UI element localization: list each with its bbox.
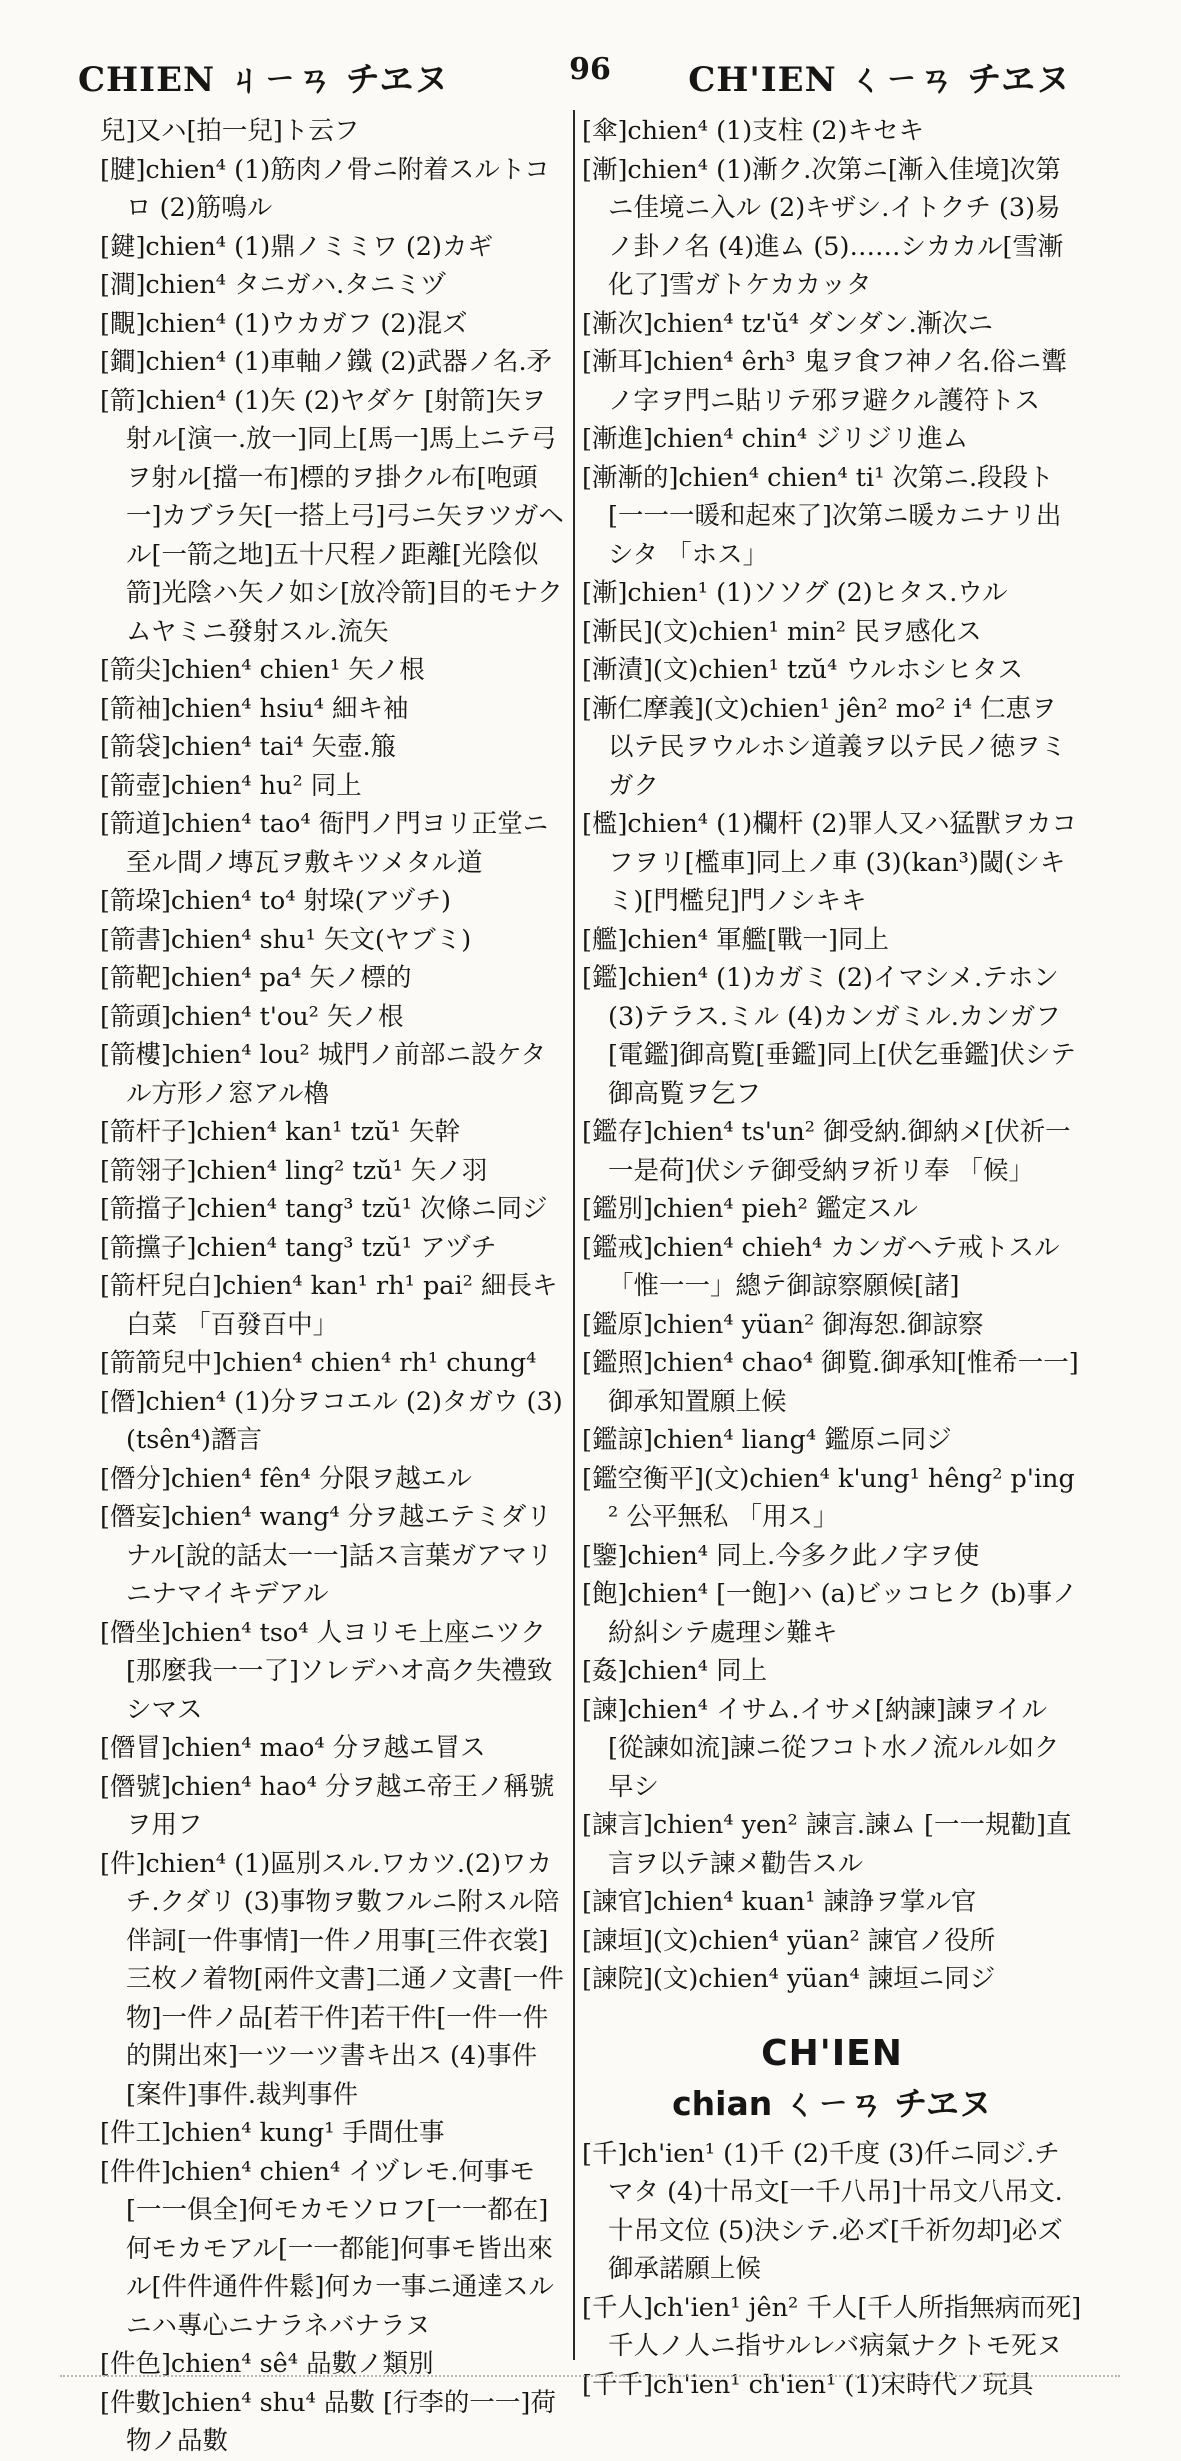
- dictionary-entry: [箭]chien⁴ (1)矢 (2)ヤダケ [射箭]矢ヲ射ル[演一.放一]同上[馬一]馬上ニテ弓ヲ射ル[擋一布]標的ヲ掛クル布[咆頭一]カブラ矢[一搭上弓]弓ニ矢ヲツガヘル[一箭之地]五十尺程ノ距離[光陰似箭]光陰ハ矢ノ如シ[放冷箭]目的モナクムヤミニ發射スル.流矢: [100, 385, 564, 647]
- dictionary-entry: [僭冒]chien⁴ mao⁴ 分ヲ越エ冒ス: [100, 1733, 486, 1763]
- dictionary-entry: [漸漬](文)chien¹ tzŭ⁴ ウルホシヒタス: [582, 655, 1024, 685]
- dictionary-entry: [漸民](文)chien¹ min² 民ヲ感化ス: [582, 616, 982, 647]
- dictionary-entry: [箭尖]chien⁴ chien¹ 矢ノ根: [100, 655, 425, 685]
- dictionary-entry: [鑑照]chien⁴ chao⁴ 御覧.御承知[惟希一一]御承知置願上候: [582, 1348, 1079, 1417]
- column-divider: [573, 110, 575, 2360]
- dictionary-entry: [箭袖]chien⁴ hsiu⁴ 細キ袖: [100, 693, 409, 724]
- dictionary-entry: [覸]chien⁴ (1)ウカガフ (2)混ズ: [100, 308, 468, 339]
- dictionary-entry: [鍵]chien⁴ (1)鼎ノミミワ (2)カギ: [100, 231, 493, 262]
- dictionary-entry: [傘]chien⁴ (1)支柱 (2)キセキ: [582, 116, 924, 146]
- dictionary-entry: [箭攩子]chien⁴ tang³ tzŭ¹ アヅチ: [100, 1232, 497, 1263]
- right-column-entries: [582, 112, 1082, 1999]
- dictionary-entry: [僭分]chien⁴ fên⁴ 分限ヲ越エル: [100, 1463, 472, 1494]
- dictionary-entry: [箭杆兒白]chien⁴ kan¹ rh¹ pai² 細長キ白菜 「百發百中」: [100, 1271, 558, 1340]
- page-number: 96: [569, 52, 611, 87]
- dictionary-entry: [鑑別]chien⁴ pieh² 鑑定スル: [582, 1194, 918, 1224]
- dictionary-entry: [件數]chien⁴ shu⁴ 品數 [行李的一一]荷物ノ品數: [100, 2387, 556, 2456]
- dictionary-entry: [漸仁摩義](文)chien¹ jên² mo² i⁴ 仁恵ヲ以テ民ヲウルホシ道義ヲ以テ民ノ徳ヲミガク: [582, 693, 1067, 801]
- dictionary-entry: [鑑戒]chien⁴ chieh⁴ カンガヘテ戒トスル 「惟一一」總テ御諒察願候[諸]: [582, 1232, 1060, 1301]
- dictionary-entry: [飽]chien⁴ [一飽]ハ (a)ビッコヒク (b)事ノ紛糾シテ處理シ難キ: [582, 1579, 1078, 1648]
- header-right-guide: CH'IEN ㄑㄧㄢ チヱヌ: [688, 60, 1071, 100]
- dictionary-entry: [箭翎子]chien⁴ ling² tzŭ¹ 矢ノ羽: [100, 1155, 488, 1186]
- right-column: [582, 112, 1082, 2400]
- dictionary-entry: [鑒]chien⁴ 同上.今多ク此ノ字ヲ使: [582, 1540, 980, 1571]
- dictionary-entry: [諫院](文)chien⁴ yüan⁴ 諫垣ニ同ジ: [582, 1964, 996, 1994]
- dictionary-entry: [漸]chien¹ (1)ソソグ (2)ヒタス.ウル: [582, 578, 1008, 608]
- dictionary-entry: [諫言]chien⁴ yen² 諫言.諫ム [一一規勸]直言ヲ以テ諫メ勸告スル: [582, 1810, 1072, 1879]
- dictionary-entry: [件工]chien⁴ kung¹ 手間仕事: [100, 2118, 445, 2148]
- dictionary-entry: [千千]ch'ien¹ ch'ien¹ (1)宋時代ノ玩具: [582, 2369, 1034, 2400]
- dictionary-entry: [鑑]chien⁴ (1)カガミ (2)イマシメ.テホン (3)テラス.ミル (4)カンガミル.カンガフ [電鑑]御高覧[垂鑑]同上[伏乞垂鑑]伏シテ御高覧ヲ乞フ: [582, 963, 1076, 1109]
- dictionary-entry: [件]chien⁴ (1)區別スル.ワカツ.(2)ワカチ.クダリ (3)事物ヲ數フルニ附スル陪伴詞[一件事情]一件ノ用事[三件衣裳]三枚ノ着物[兩件文書]二通ノ文書[一件物]一件ノ品[若干件]若干件[一件一件的開出來]一ツ一ツ書キ出ス (4)事件[案件]事件.裁判事件: [100, 1848, 564, 2110]
- dictionary-entry: [諫垣](文)chien⁴ yüan² 諫官ノ役所: [582, 1925, 996, 1956]
- dictionary-entry: [箭壺]chien⁴ hu² 同上: [100, 770, 362, 801]
- dictionary-entry: [鑑諒]chien⁴ liang⁴ 鑑原ニ同ジ: [582, 1425, 952, 1455]
- section-title: CH'IEN: [761, 2032, 903, 2074]
- dictionary-entry: [澗]chien⁴ タニガハ.タニミヅ: [100, 270, 447, 300]
- dictionary-entry: [箭頭]chien⁴ t'ou² 矢ノ根: [100, 1001, 404, 1032]
- dictionary-entry: [千人]ch'ien¹ jên² 千人[千人所指無病而死]千人ノ人ニ指サルレバ病氣ナクトモ死ヌ: [582, 2292, 1082, 2361]
- dictionary-entry: [箭道]chien⁴ tao⁴ 衙門ノ門ヨリ正堂ニ至ル間ノ塼瓦ヲ敷キツメタル道: [100, 809, 549, 878]
- page-header: [0, 0, 1181, 110]
- dictionary-entry: [千]ch'ien¹ (1)千 (2)千度 (3)仟ニ同ジ.チマタ (4)十吊文[一千八吊]十吊文八吊文.十吊文位 (5)決シテ.必ズ[千祈勿却]必ズ御承諾願上候: [582, 2138, 1063, 2284]
- dictionary-entry: [僭坐]chien⁴ tso⁴ 人ヨリモ上座ニツク[那麼我一一了]ソレデハオ高ク失禮致シマス: [100, 1617, 553, 1725]
- dictionary-entry: [僭號]chien⁴ hao⁴ 分ヲ越エ帝王ノ稱號ヲ用フ: [100, 1771, 555, 1840]
- dictionary-entry: [檻]chien⁴ (1)欄杆 (2)罪人又ハ猛獸ヲカコフヲリ[檻車]同上ノ車 (3)(kan³)閾(シキミ)[門檻兒]門ノシキキ: [582, 809, 1077, 916]
- dictionary-entry: [鑑原]chien⁴ yüan² 御海恕.御諒察: [582, 1309, 984, 1340]
- dictionary-entry: [箭箭兒中]chien⁴ chien⁴ rh¹ chung⁴: [100, 1348, 537, 1378]
- dictionary-entry: [件件]chien⁴ chien⁴ イヅレモ.何事モ[一一俱全]何モカモソロフ[一一都在]何モカモアル[一一都能]何事モ皆出來ル[件件通件件鬆]何カ一事ニ通達スルニハ專心ニナラネバナラヌ: [100, 2156, 554, 2341]
- dictionary-entry: [漸次]chien⁴ tz'ŭ⁴ ダンダン.漸次ニ: [582, 308, 994, 339]
- dictionary-entry: [諫]chien⁴ イサム.イサメ[納諫]諫ヲイル[從諫如流]諫ニ從フコト水ノ流ルル如ク早シ: [582, 1694, 1060, 1802]
- dictionary-entry: [漸]chien⁴ (1)漸ク.次第ニ[漸入佳境]次第ニ佳境ニ入ル (2)キザシ.イトクチ (3)易ノ卦ノ名 (4)進ム (5)……シカカル[雪漸化了]雪ガトケカカッタ: [582, 154, 1064, 300]
- section-subtitle: chian ㄑㄧㄢ チヱヌ: [672, 2083, 992, 2123]
- dictionary-entry: [箭垜]chien⁴ to⁴ 射垜(アヅチ): [100, 886, 451, 916]
- dictionary-entry: [箭靶]chien⁴ pa⁴ 矢ノ標的: [100, 963, 412, 993]
- dictionary-entry: [漸進]chien⁴ chin⁴ ジリジリ進ム: [582, 424, 969, 454]
- dictionary-entry: [僭]chien⁴ (1)分ヲコエル (2)タガウ (3)(tsên⁴)譖言: [100, 1386, 563, 1455]
- dictionary-entry: [箭杆子]chien⁴ kan¹ tzŭ¹ 矢幹: [100, 1117, 460, 1147]
- dictionary-entry: [箭擋子]chien⁴ tang³ tzŭ¹ 次條ニ同ジ: [100, 1194, 548, 1224]
- dictionary-entry: [漸耳]chien⁴ êrh³ 鬼ヲ食フ神ノ名.俗ニ聻ノ字ヲ門ニ貼リテ邪ヲ避クル護符トス: [582, 347, 1067, 416]
- left-column: [100, 112, 568, 2456]
- right-column-section-entries: [582, 2135, 1082, 2405]
- dictionary-entry: [箭袋]chien⁴ tai⁴ 矢壺.箙: [100, 732, 397, 762]
- dictionary-entry: [鑑空衡平](文)chien⁴ k'ung¹ hêng² p'ing² 公平無私 「用ス」: [582, 1463, 1075, 1532]
- header-left-guide: CHIEN ㄐㄧㄢ チヱヌ: [78, 60, 450, 100]
- dictionary-entry: [件色]chien⁴ sê⁴ 品數ノ類別: [100, 2349, 434, 2379]
- footer-rule: [60, 2375, 1120, 2377]
- dictionary-entry: [漸漸的]chien⁴ chien⁴ ti¹ 次第ニ.段段ト[一一一暖和起來了]次第ニ暖カニナリ出シタ 「ホス」: [582, 462, 1062, 570]
- dictionary-entry: [鐧]chien⁴ (1)車軸ノ鐵 (2)武器ノ名.矛: [100, 347, 553, 377]
- dictionary-entry: [諫官]chien⁴ kuan¹ 諫諍ヲ掌ル官: [582, 1887, 977, 1917]
- dictionary-entry: [鑑存]chien⁴ ts'un² 御受納.御納メ[伏祈一一是荷]伏シテ御受納ヲ祈リ奉 「候」: [582, 1117, 1071, 1186]
- dictionary-entry: [箭書]chien⁴ shu¹ 矢文(ヤブミ): [100, 924, 472, 955]
- dictionary-entry: [僭妄]chien⁴ wang⁴ 分ヲ越エテミダリナル[說的話太一一]話ス言葉ガアマリニナマイキデアル: [100, 1502, 553, 1609]
- dictionary-entry: [艦]chien⁴ 軍艦[戰一]同上: [582, 924, 889, 955]
- dictionary-entry: 兒]又ハ[拍一兒]ト云フ: [100, 116, 360, 146]
- dictionary-entry: [姦]chien⁴ 同上: [582, 1656, 768, 1686]
- dictionary-entry: [箭樓]chien⁴ lou² 城門ノ前部ニ設ケタル方形ノ窓アル櫓: [100, 1040, 547, 1109]
- dictionary-entry: [腱]chien⁴ (1)筋肉ノ骨ニ附着スルトコロ (2)筋鳴ル: [100, 154, 550, 223]
